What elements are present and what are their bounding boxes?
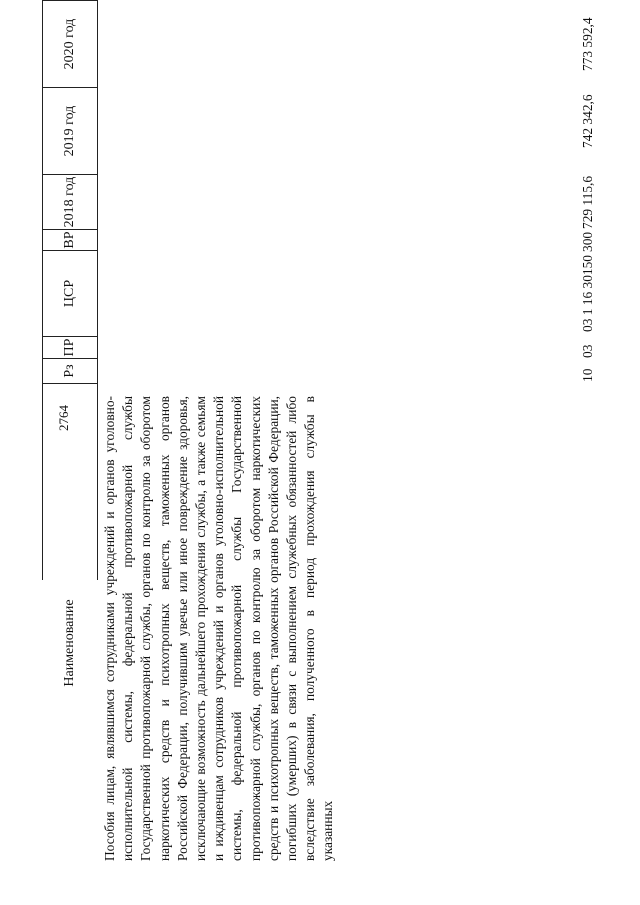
- row-rz: 10: [580, 368, 595, 382]
- row-2018: 729 115,6: [580, 175, 595, 229]
- header-vr: ВР: [62, 231, 77, 249]
- row-name: Пособия лицам, являвшимся сотрудниками учреждений и органов уголовно-исполнительной системы, федеральной противопожарной службы Государственной противопожарной службы, органов по контролю за оборотом наркотических средств и психотропных веществ, таможенных органов Российской Федерации, получившим увечье или иное повреждение здоровья, исключающие возможность дальнейшего прохождения службы, а также семьям и иждивенцам сотрудников учреждений и органов уголовно-исполнительной системы, федеральной противопожарной службы Государственной противопожарной службы, органов по контролю за оборотом наркотических средств и психотропных веществ, таможенных органов Российской Федерации, погибших (умерших) в связи с выполнением служебных обязанностей либо вследствие заболевания, полученного в период прохождения службы в указанных: [102, 396, 336, 861]
- header-2019: 2019 год: [62, 105, 77, 157]
- header-2020: 2020 год: [62, 18, 77, 70]
- row-2019: 742 342,6: [580, 94, 595, 148]
- header-rz: Рз: [62, 364, 77, 378]
- header-pr: ПР: [62, 338, 77, 357]
- row-vr: 300: [580, 231, 595, 252]
- col-divider-name-rz: [42, 383, 98, 384]
- row-csr: 03 1 16 30150: [580, 255, 595, 332]
- row-2020: 773 592,4: [580, 17, 595, 71]
- header-name: Наименование: [62, 599, 77, 687]
- page-number: 2764: [56, 405, 71, 431]
- row-pr: 03: [580, 344, 595, 358]
- header-2018: 2018 год: [62, 176, 77, 228]
- header-csr: ЦСР: [62, 279, 77, 308]
